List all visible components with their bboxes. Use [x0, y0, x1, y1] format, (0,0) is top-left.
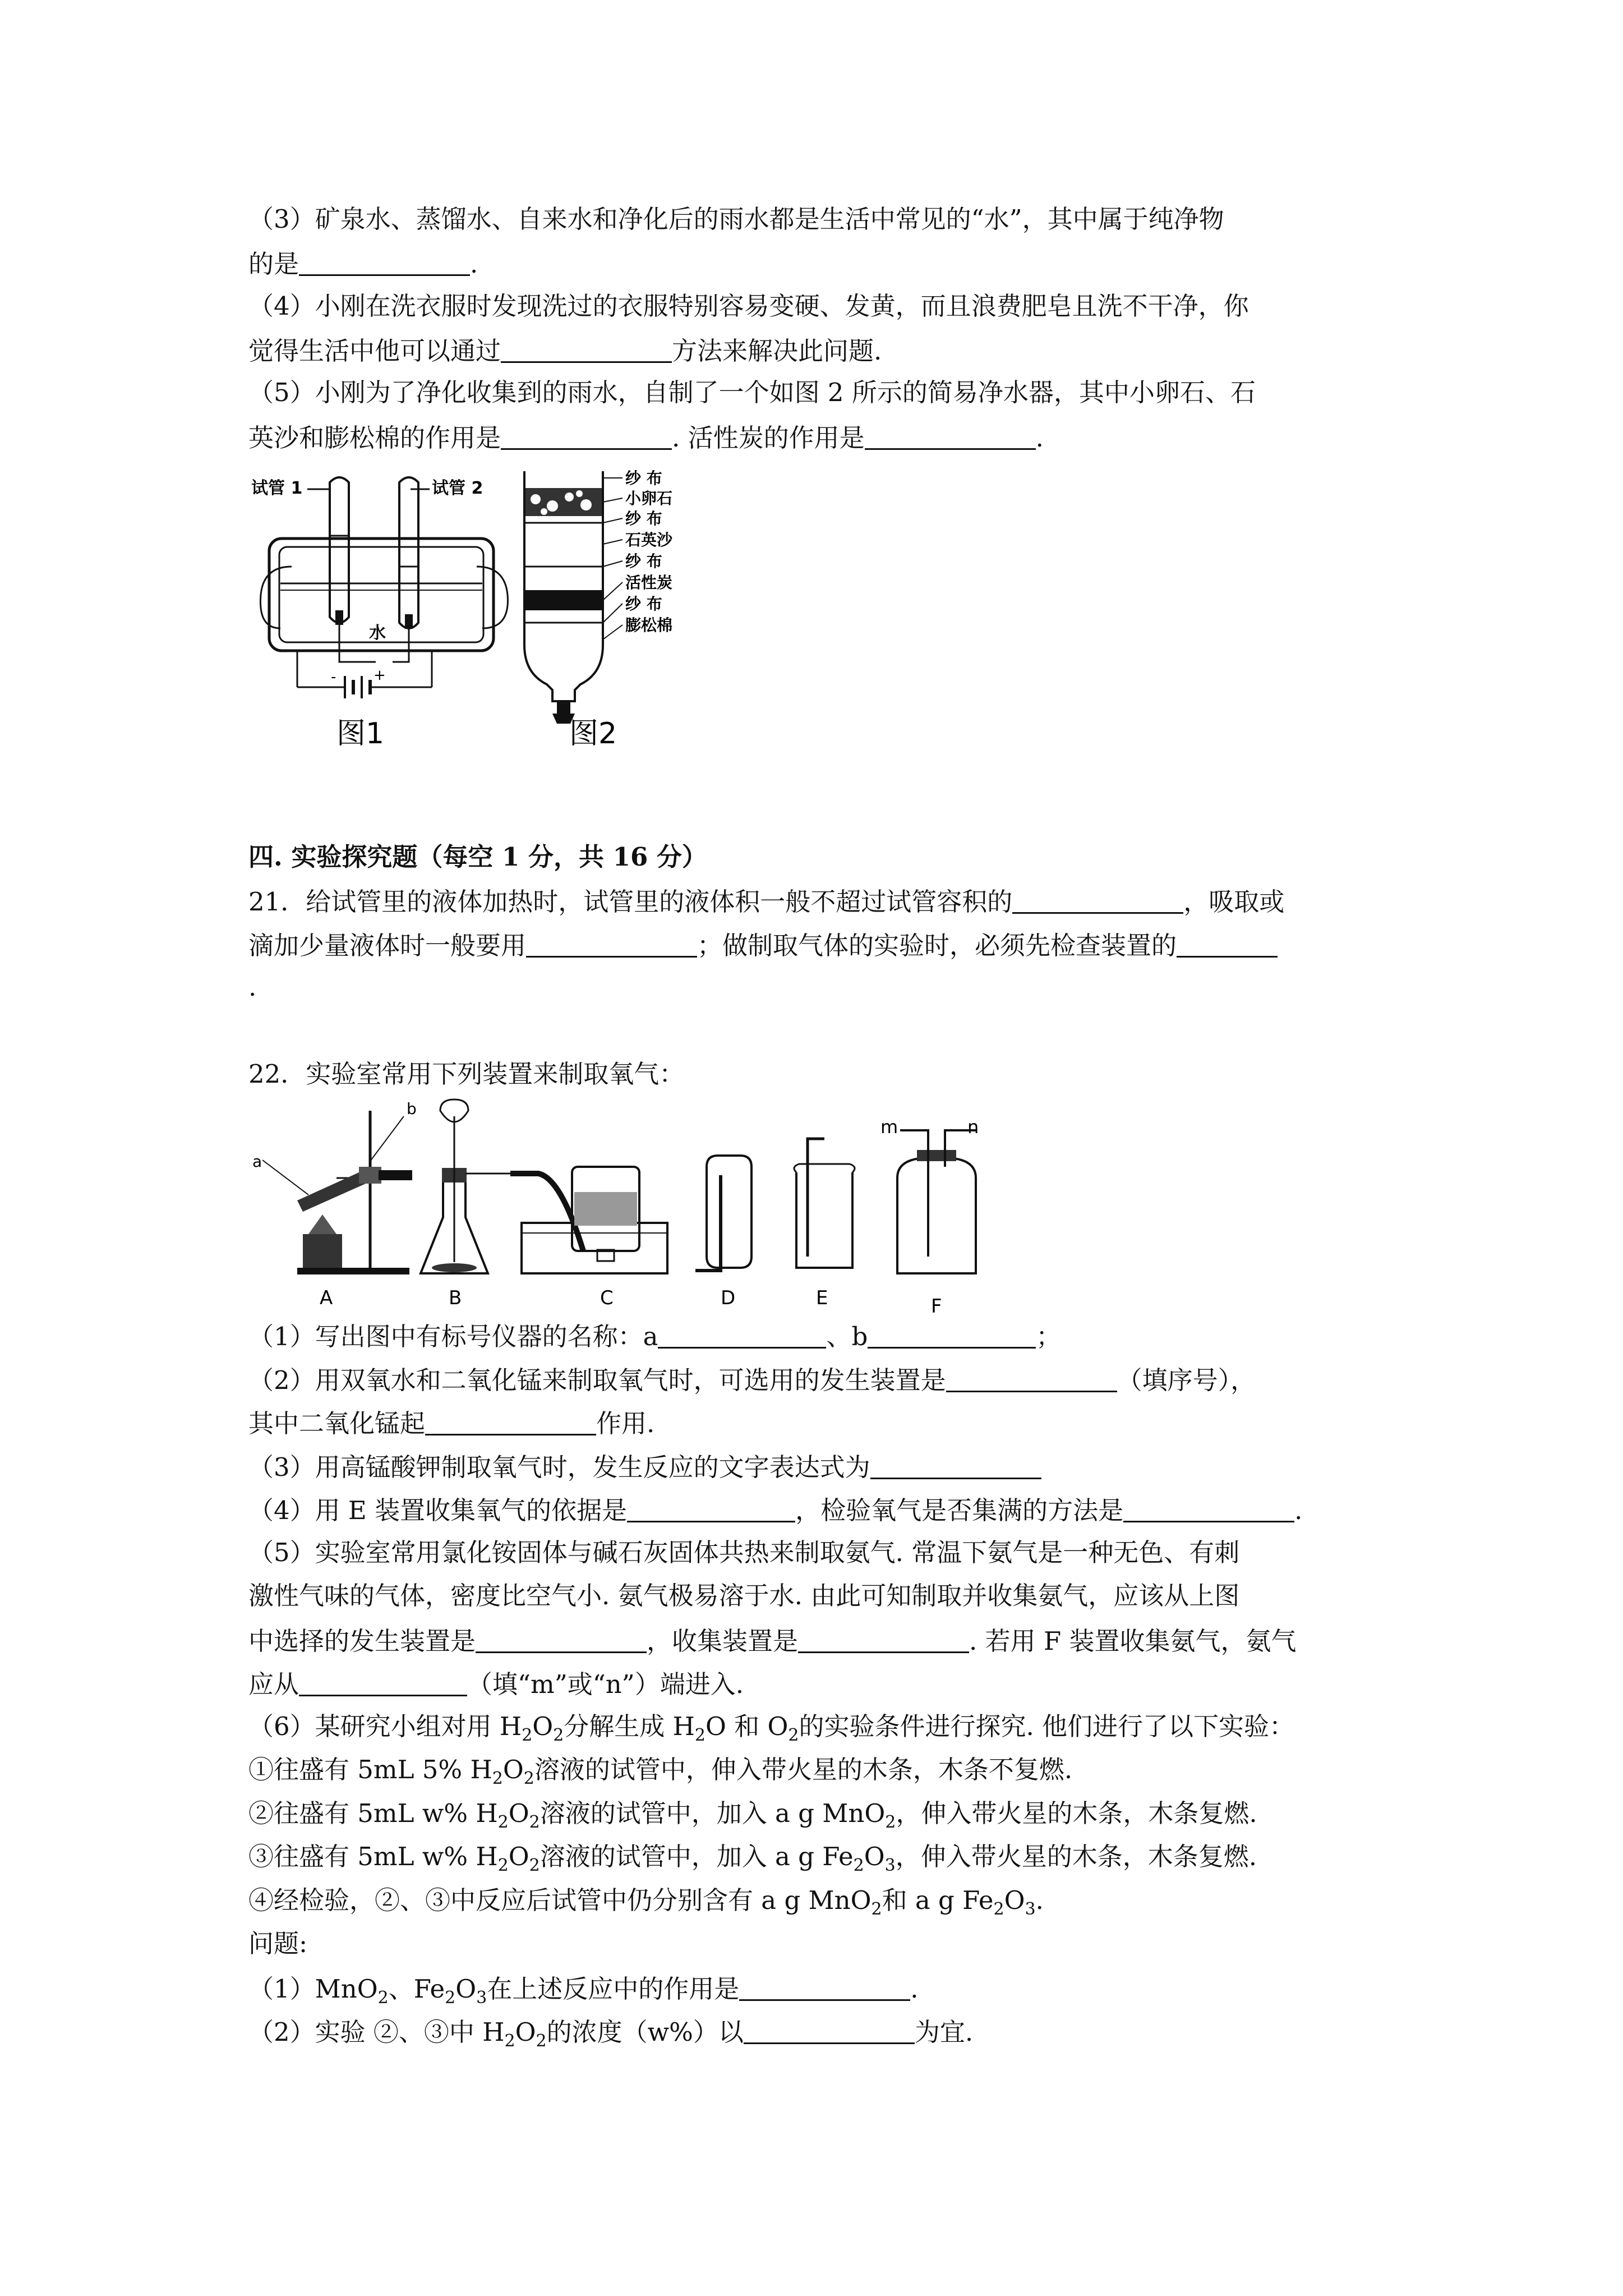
q5-line-1: （5）小刚为了净化收集到的雨水，自制了一个如图 2 所示的简易净水器，其中小卵石、石 [248, 378, 1256, 407]
purifier-label: 膨松棉 [625, 616, 673, 634]
q22-intro: 22．实验室常用下列装置来制取氧气： [248, 1059, 685, 1089]
purifier-label: 小卵石 [625, 489, 673, 508]
purifier-label: 石英沙 [625, 531, 673, 549]
answer-blank[interactable] [476, 1627, 647, 1653]
label-m: m [880, 1116, 898, 1138]
q4-line-2: 觉得生活中他可以通过 方法来解决此问题. [248, 336, 882, 366]
letter-a: A [320, 1287, 333, 1309]
answer-blank[interactable] [299, 1670, 467, 1696]
answer-blank[interactable] [526, 931, 697, 958]
answer-blank[interactable] [425, 1409, 596, 1435]
letter-f: F [931, 1295, 942, 1318]
sub-4: （4）用 E 装置收集氧气的依据是 ，检验氧气是否集满的方法是 . [248, 1496, 1303, 1525]
q5-line-2: 英沙和膨松棉的作用是 . 活性炭的作用是 . [248, 423, 1044, 453]
purifier-label: 活性炭 [625, 573, 673, 592]
experiment-3: ③往盛有 5mL w% $H_2O_2$溶液的试管中，加入 a g $Fe_2O_3$，伸入带火星的木条，木条复燃. [248, 1842, 1257, 1875]
label-b: b [407, 1099, 417, 1118]
answer-blank[interactable] [1123, 1496, 1294, 1522]
letter-c: C [600, 1287, 614, 1309]
sub-6-line-1: （6）某研究小组对用 $H_2O_2$分解生成 $H_2O$ 和 $O_2$的实验条件进行探究. 他们进行了以下实验： [248, 1711, 1295, 1745]
svg-text:+: + [374, 667, 386, 684]
purifier-label: 纱 布 [625, 595, 662, 613]
purifier-label: 纱 布 [625, 552, 662, 570]
experiment-1: ①往盛有 5mL 5% $H_2O_2$溶液的试管中，伸入带火星的木条，木条不复燃. [248, 1755, 1073, 1788]
sub-5-line-2: 激性气味的气体，密度比空气小. 氨气极易溶于水. 由此可知制取并收集氨气，应该从上图 [248, 1581, 1240, 1611]
letter-e: E [816, 1287, 828, 1309]
water-label: 水 [369, 623, 386, 643]
tube-2-label: 试管 2 [432, 478, 483, 498]
apparatus-e [794, 1139, 855, 1309]
figure-1-electrolysis [247, 460, 527, 752]
section-heading: 四. 实验探究题（每空 1 分，共 16 分） [248, 842, 707, 872]
experiment-2: ②往盛有 5mL w% $H_2O_2$溶液的试管中，加入 a g MnO$_2$，伸入带火星的木条，木条复燃. [248, 1798, 1257, 1832]
answer-blank[interactable] [658, 1322, 826, 1349]
purifier-label: 纱 布 [625, 469, 662, 487]
svg-text:-: - [331, 669, 336, 685]
figure-2-water-purifier [508, 460, 721, 752]
answer-blank[interactable] [798, 1627, 969, 1653]
q3-line-2: 的是 . [248, 249, 478, 279]
figure-1-caption: 图1 [336, 717, 385, 751]
apparatus-d [695, 1156, 751, 1309]
sub-5-line-3: 中选择的发生装置是 ，收集装置是 . 若用 F 装置收集氨气，氨气 [248, 1626, 1297, 1656]
sub-1: （1）写出图中有标号仪器的名称：a 、b ； [248, 1322, 1062, 1351]
sub-5-line-4: 应从 （填“m”或“n”）端进入. [248, 1669, 744, 1699]
answer-blank[interactable] [501, 337, 672, 363]
answer-blank[interactable] [1177, 931, 1278, 958]
problem-2: （2）实验 ②、③中 $H_2O_2$的浓度（w%）以 为宜. [248, 2017, 974, 2051]
letter-d: D [721, 1287, 736, 1309]
sub-2-line-1: （2）用双氧水和二氧化锰来制取氧气时，可选用的发生装置是 （填序号）， [248, 1365, 1256, 1395]
problem-1: （1）MnO$_2$、$Fe_2O_3$在上述反应中的作用是 . [248, 1974, 919, 2008]
label-n: n [967, 1116, 979, 1138]
letter-b: B [449, 1287, 462, 1309]
figure-2-caption: 图2 [569, 717, 617, 751]
question-label: 问题: [248, 1929, 308, 1958]
answer-blank[interactable] [870, 1453, 1041, 1479]
q21-line-1: 21．给试管里的液体加热时，试管里的液体积一般不超过试管容积的 ，吸取或 [248, 887, 1285, 917]
answer-blank[interactable] [744, 2018, 915, 2044]
purifier-label: 纱 布 [625, 509, 662, 528]
answer-blank[interactable] [946, 1366, 1117, 1392]
answer-blank[interactable] [627, 1496, 795, 1522]
answer-blank[interactable] [1012, 887, 1183, 914]
answer-blank[interactable] [868, 1322, 1036, 1349]
q21-line-3: . [248, 972, 257, 1002]
sub-3: （3）用高锰酸钾制取氧气时，发生反应的文字表达式为 [248, 1453, 1041, 1480]
q3-line-1: （3）矿泉水、蒸馏水、自来水和净化后的雨水都是生活中常见的“水”，其中属于纯净物 [248, 204, 1224, 234]
apparatus-figure [247, 1094, 1110, 1318]
apparatus-c [510, 1167, 667, 1309]
answer-blank[interactable] [501, 424, 672, 450]
q21-line-2: 滴加少量液体时一般要用 ；做制取气体的实验时，必须先检查装置的 [248, 931, 1278, 958]
experiment-4: ④经检验，②、③中反应后试管中仍分别含有 a g MnO$_2$和 a g $Fe_2O_3$. [248, 1885, 1044, 1919]
sub-2-line-2: 其中二氧化锰起 作用. [248, 1409, 655, 1438]
sub-5-line-1: （5）实验室常用氯化铵固体与碱石灰固体共热来制取氨气. 常温下氨气是一种无色、有刺 [248, 1538, 1240, 1567]
apparatus-b [421, 1099, 510, 1309]
q4-line-1: （4）小刚在洗衣服时发现洗过的衣服特别容易变硬、发黄，而且浪费肥皂且洗不干净，你 [248, 291, 1249, 321]
apparatus-a [252, 1099, 417, 1309]
apparatus-f [880, 1116, 979, 1318]
answer-blank[interactable] [739, 1975, 910, 2001]
tube-1-label: 试管 1 [251, 478, 303, 498]
answer-blank[interactable] [299, 250, 470, 276]
label-a: a [252, 1152, 262, 1171]
answer-blank[interactable] [865, 424, 1036, 450]
